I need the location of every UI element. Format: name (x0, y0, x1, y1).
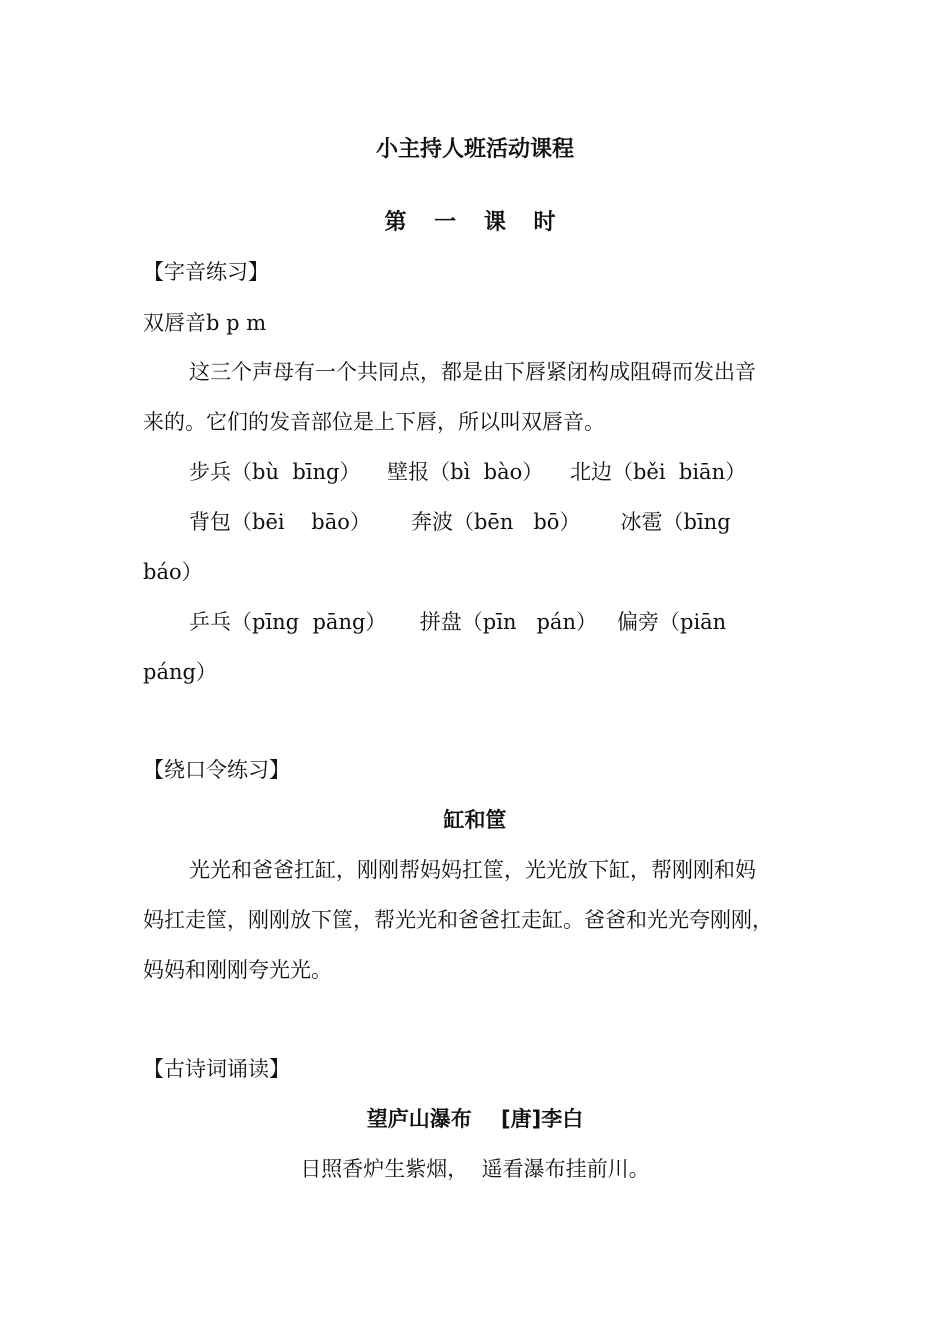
paragraph-line: 妈扛走筐，刚刚放下筐，帮光光和爸爸扛走缸。爸爸和光光夸刚刚， (143, 908, 773, 932)
word-list-line: páng） (143, 660, 217, 684)
lesson-heading: 第 一 课 时 (384, 210, 566, 235)
poem-title: 望庐山瀑布 [唐]李白 (366, 1107, 584, 1131)
word-list-line: báo） (143, 560, 203, 584)
word-list-line: 步兵（bù bīng） 壁报（bì bào） 北边（běi biān） (189, 460, 747, 484)
paragraph-line: 光光和爸爸扛缸，刚刚帮妈妈扛筐，光光放下缸，帮刚刚和妈 (189, 858, 756, 882)
section-heading-pronunciation: 【字音练习】 (143, 260, 269, 284)
word-list-line: 乒乓（pīng pāng） 拼盘（pīn pán） 偏旁（piān (189, 610, 727, 634)
document-title: 小主持人班活动课程 (375, 137, 574, 162)
tongue-twister-title: 缸和筐 (443, 808, 507, 832)
bilabial-subheading: 双唇音b p m (143, 311, 267, 335)
paragraph-line: 妈妈和刚刚夸光光。 (143, 958, 332, 982)
poem-line: 日照香炉生紫烟， 遥看瀑布挂前川。 (300, 1157, 650, 1181)
word-list-line: 背包（bēi bāo） 奔波（bēn bō） 冰雹（bīng (189, 510, 731, 534)
section-heading-tongue-twister: 【绕口令练习】 (143, 758, 290, 782)
paragraph-line: 这三个声母有一个共同点，都是由下唇紧闭构成阻碍而发出音 (189, 360, 756, 384)
paragraph-line: 来的。它们的发音部位是上下唇，所以叫双唇音。 (143, 410, 605, 434)
section-heading-poetry: 【古诗词诵读】 (143, 1057, 290, 1081)
